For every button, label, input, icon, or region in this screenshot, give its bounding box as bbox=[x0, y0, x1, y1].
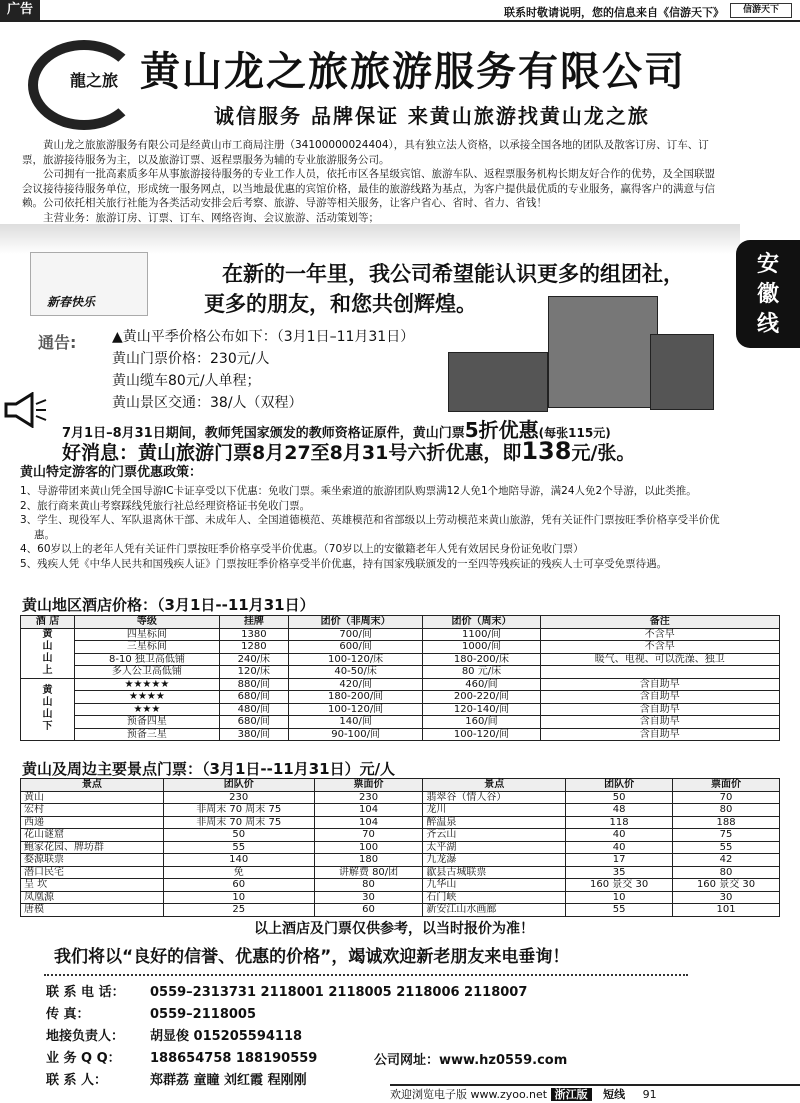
table-cell: 预备四星 bbox=[75, 716, 220, 729]
table-cell: ★★★ bbox=[75, 703, 220, 716]
table-cell: ★★★★★ bbox=[75, 678, 220, 691]
table-cell: 歙县古城联票 bbox=[423, 866, 566, 879]
table-cell: 40 bbox=[566, 829, 673, 842]
table-row bbox=[21, 728, 780, 741]
hotel-group-label bbox=[21, 678, 75, 741]
region-char: 安 bbox=[756, 252, 779, 277]
table-cell: 太平湖 bbox=[423, 841, 566, 854]
group-char: 上 bbox=[42, 665, 53, 676]
table-row bbox=[21, 641, 780, 654]
table-cell: 100 bbox=[314, 841, 423, 854]
group-char: 下 bbox=[42, 721, 53, 733]
table-cell: 60 bbox=[163, 879, 314, 892]
notice-line: 黄山门票价格：230元/人 bbox=[112, 351, 270, 367]
table-cell: 700/间 bbox=[288, 628, 423, 641]
contact-value: 188654758 188190559 bbox=[150, 1051, 318, 1066]
table-cell: 新安江山水画廊 bbox=[423, 904, 566, 917]
column-header: 团价（周末） bbox=[423, 616, 540, 629]
table-cell: 104 bbox=[314, 816, 423, 829]
table-cell: 230 bbox=[314, 791, 423, 804]
region-char: 线 bbox=[756, 312, 779, 337]
table-cell: 1000/间 bbox=[423, 641, 540, 654]
footer-browse: 欢迎浏览电子版 www.zyoo.net bbox=[390, 1088, 548, 1101]
column-header: 酒 店 bbox=[21, 616, 75, 629]
table-row bbox=[21, 841, 780, 854]
table-cell: 55 bbox=[566, 904, 673, 917]
table-cell: 翡翠谷（情人谷） bbox=[423, 791, 566, 804]
company-slogan: 诚信服务 品牌保证 来黄山旅游找黄山龙之旅 bbox=[214, 104, 650, 128]
hotel-heading: 黄山地区酒店价格：（3月1日--11月31日） bbox=[22, 596, 315, 614]
table-cell: 118 bbox=[566, 816, 673, 829]
table-cell: 齐云山 bbox=[423, 829, 566, 842]
good-news-price: 138 bbox=[521, 437, 572, 465]
column-header: 挂牌 bbox=[219, 616, 288, 629]
table-cell: 160 景交 30 bbox=[566, 879, 673, 892]
teacher-discount-rate: 5折优惠 bbox=[464, 418, 539, 442]
table-cell: 48 bbox=[566, 804, 673, 817]
column-header: 等级 bbox=[75, 616, 220, 629]
contact-value: 0559–2118005 bbox=[150, 1007, 256, 1022]
table-cell: 40 bbox=[566, 841, 673, 854]
ad-label: 广告 bbox=[0, 0, 40, 20]
column-header: 票面价 bbox=[673, 779, 780, 792]
table-cell: 黄山 bbox=[21, 791, 164, 804]
table-cell: 暖气、电视、可以洗澡、独卫 bbox=[540, 653, 780, 666]
table-cell: 讲解费 80/团 bbox=[314, 866, 423, 879]
table-cell: 600/间 bbox=[288, 641, 423, 654]
table-cell: 预备三星 bbox=[75, 728, 220, 741]
logo-text: 龍之旅 bbox=[70, 71, 119, 90]
disclaimer: 以上酒店及门票仅供参考，以当时报价为准！ bbox=[254, 921, 534, 937]
notice-list bbox=[112, 326, 414, 414]
company-name: 黄山龙之旅旅游服务有限公司 bbox=[140, 48, 686, 95]
table-cell: 188 bbox=[673, 816, 780, 829]
table-row bbox=[21, 666, 780, 679]
banner-line-1: 在新的一年里，我公司希望能认识更多的组团社， bbox=[222, 262, 684, 286]
decorative-divider bbox=[44, 966, 688, 976]
table-cell: 30 bbox=[673, 891, 780, 904]
table-cell: 非周末 70 周末 75 bbox=[163, 804, 314, 817]
intro-paragraph: 主营业务：旅游订房、订票、订车、网络咨询、会议旅游、活动策划等； bbox=[43, 211, 379, 224]
publication-logo: 信游天下 bbox=[730, 3, 792, 18]
table-row bbox=[21, 829, 780, 842]
good-news-text: 好消息：黄山旅游门票8月27至8月31号六折优惠，即 bbox=[62, 442, 522, 464]
table-cell: 免 bbox=[163, 866, 314, 879]
region-char: 徽 bbox=[756, 282, 779, 307]
table-cell: 醉温泉 bbox=[423, 816, 566, 829]
table-cell: 九龙瀑 bbox=[423, 854, 566, 867]
table-cell: 460/间 bbox=[423, 678, 540, 691]
table-cell: 160 景交 30 bbox=[673, 879, 780, 892]
source-note: 联系时敬请说明，您的信息来自《信游天下》 bbox=[504, 6, 724, 19]
table-cell: 婺源联票 bbox=[21, 854, 164, 867]
table-cell: 80 bbox=[673, 866, 780, 879]
table-cell: 潜口民宅 bbox=[21, 866, 164, 879]
table-cell: 880/间 bbox=[219, 678, 288, 691]
table-cell: 230 bbox=[163, 791, 314, 804]
table-cell: 不含早 bbox=[540, 628, 780, 641]
policy-list bbox=[20, 484, 730, 571]
table-row bbox=[21, 691, 780, 704]
contact-label: 传 真： bbox=[46, 1007, 90, 1022]
table-cell: ★★★★ bbox=[75, 691, 220, 704]
table-cell: 80 元/床 bbox=[423, 666, 540, 679]
ticket-price-table bbox=[20, 778, 780, 917]
table-cell: 含自助早 bbox=[540, 728, 780, 741]
table-cell: 10 bbox=[566, 891, 673, 904]
table-row bbox=[21, 804, 780, 817]
table-cell: 42 bbox=[673, 854, 780, 867]
table-cell: 多人公卫高低铺 bbox=[75, 666, 220, 679]
table-cell: 120/床 bbox=[219, 666, 288, 679]
group-char: 山 bbox=[42, 641, 53, 652]
table-cell: 三星标间 bbox=[75, 641, 220, 654]
megaphone-icon bbox=[2, 392, 48, 428]
mountain-backdrop bbox=[0, 224, 740, 254]
notice-line: ▲黄山平季价格公布如下：（3月1日–11月31日） bbox=[112, 329, 415, 345]
footer-section: 短线 bbox=[603, 1088, 626, 1101]
page-footer bbox=[390, 1084, 800, 1103]
table-cell: 17 bbox=[566, 854, 673, 867]
table-cell: 西递 bbox=[21, 816, 164, 829]
table-row bbox=[21, 891, 780, 904]
banner-line-2: 更多的朋友，和您共创辉煌。 bbox=[204, 292, 477, 316]
table-row bbox=[21, 879, 780, 892]
table-cell: 凤凰源 bbox=[21, 891, 164, 904]
contact-value: 0559–2313731 2118001 2118005 2118006 2118007 bbox=[150, 985, 528, 1000]
new-year-image bbox=[30, 252, 148, 316]
column-header: 票面价 bbox=[314, 779, 423, 792]
table-cell: 680/间 bbox=[219, 691, 288, 704]
spot-heading: 黄山及周边主要景点门票：（3月1日--11月31日）元/人 bbox=[22, 760, 396, 778]
table-cell: 380/间 bbox=[219, 728, 288, 741]
table-cell: 含自助早 bbox=[540, 678, 780, 691]
policy-item: 4、60岁以上的老年人凭有关证件门票按旺季价格享受半价优惠。（70岁以上的安徽籍老年人凭有效居民身份证免收门票） bbox=[20, 543, 584, 555]
contact-value: 胡显俊 015205594118 bbox=[150, 1029, 303, 1044]
table-cell: 100-120/间 bbox=[288, 703, 423, 716]
table-header-row bbox=[21, 616, 780, 629]
teacher-text: 7月1日–8月31日期间，教师凭国家颁发的教师资格证原件，黄山门票 bbox=[62, 426, 465, 441]
table-cell: 200-220/间 bbox=[423, 691, 540, 704]
policy-item: 2、旅行商来黄山考察踩线凭旅行社总经理资格证书免收门票。 bbox=[20, 499, 311, 512]
table-cell: 1280 bbox=[219, 641, 288, 654]
table-row bbox=[21, 653, 780, 666]
table-cell: 10 bbox=[163, 891, 314, 904]
table-cell: 101 bbox=[673, 904, 780, 917]
table-cell: 8-10 独卫高低铺 bbox=[75, 653, 220, 666]
column-header: 景点 bbox=[21, 779, 164, 792]
region-tab bbox=[736, 240, 800, 348]
company-website[interactable]: 公司网址：www.hz0559.com bbox=[374, 1053, 568, 1068]
table-cell: 120-140/间 bbox=[423, 703, 540, 716]
table-cell: 含自助早 bbox=[540, 716, 780, 729]
table-cell: 75 bbox=[673, 829, 780, 842]
table-row bbox=[21, 904, 780, 917]
table-cell: 50 bbox=[566, 791, 673, 804]
page-number: 91 bbox=[642, 1088, 657, 1101]
table-cell: 100-120/间 bbox=[423, 728, 540, 741]
new-year-text: 新春快乐 bbox=[47, 295, 96, 309]
table-cell: 35 bbox=[566, 866, 673, 879]
intro-paragraph: 黄山龙之旅旅游服务有限公司是经黄山市工商局注册（34100000024404），具有独立法人资格，以承接全国各地的团队及散客订房、订车、订票，旅游接待服务为主，以及旅游订票、返程票服务为辅的专业旅游服务公司。 bbox=[22, 139, 709, 166]
table-cell: 180 bbox=[314, 854, 423, 867]
table-cell: 100-120/床 bbox=[288, 653, 423, 666]
table-cell: 呈 坎 bbox=[21, 879, 164, 892]
table-row bbox=[21, 791, 780, 804]
table-cell: 石门峡 bbox=[423, 891, 566, 904]
table-cell: 50 bbox=[163, 829, 314, 842]
scenery-photo bbox=[548, 296, 658, 408]
table-cell: 420/间 bbox=[288, 678, 423, 691]
contact-value: 郑群荔 童瞳 刘红霞 程刚刚 bbox=[150, 1073, 307, 1088]
table-header-row bbox=[21, 779, 780, 792]
table-cell bbox=[540, 666, 780, 679]
table-cell: 180-200/间 bbox=[288, 691, 423, 704]
table-cell: 60 bbox=[314, 904, 423, 917]
table-cell: 480/间 bbox=[219, 703, 288, 716]
table-row bbox=[21, 866, 780, 879]
group-char: 黄 bbox=[42, 629, 53, 640]
column-header: 团价（非周末） bbox=[288, 616, 423, 629]
table-cell: 55 bbox=[163, 841, 314, 854]
contact-row bbox=[46, 1026, 527, 1048]
policy-item: 3、学生、现役军人、军队退离休干部、未成年人、全国道德模范、英雄模范和省部级以上劳动模范来黄山旅游，凭有关证件门票按旺季价格享受半价优惠。 bbox=[20, 514, 720, 541]
scenery-photo bbox=[650, 334, 714, 410]
column-header: 备注 bbox=[540, 616, 780, 629]
table-cell: 240/床 bbox=[219, 653, 288, 666]
contact-label: 地接负责人： bbox=[46, 1029, 125, 1044]
table-row bbox=[21, 716, 780, 729]
table-cell: 龙川 bbox=[423, 804, 566, 817]
table-cell: 70 bbox=[673, 791, 780, 804]
table-cell: 70 bbox=[314, 829, 423, 842]
table-cell: 25 bbox=[163, 904, 314, 917]
table-cell: 160/间 bbox=[423, 716, 540, 729]
hotel-price-table bbox=[20, 615, 780, 741]
table-cell: 55 bbox=[673, 841, 780, 854]
table-cell: 唐模 bbox=[21, 904, 164, 917]
tagline: 我们将以“良好的信誉、优惠的价格”，竭诚欢迎新老朋友来电垂询！ bbox=[54, 947, 570, 967]
policy-item: 1、导游带团来黄山凭全国导游IC卡证享受以下优惠：免收门票。乘坐索道的旅游团队购票满12人免1个地陪导游，满24人免2个导游，以此类推。 bbox=[20, 485, 697, 497]
table-cell: 30 bbox=[314, 891, 423, 904]
teacher-price: (每张115元) bbox=[538, 426, 611, 440]
table-cell: 680/间 bbox=[219, 716, 288, 729]
notice-line: 黄山缆车80元/人单程； bbox=[112, 373, 261, 389]
table-cell: 104 bbox=[314, 804, 423, 817]
notice-label: 通告: bbox=[38, 333, 77, 352]
table-row bbox=[21, 854, 780, 867]
policy-heading: 黄山特定游客的门票优惠政策： bbox=[20, 465, 203, 480]
table-cell: 80 bbox=[314, 879, 423, 892]
table-cell: 90-100/间 bbox=[288, 728, 423, 741]
notice-line: 黄山景区交通：38/人（双程） bbox=[112, 395, 303, 411]
contact-row bbox=[46, 1004, 527, 1026]
table-cell: 四星标间 bbox=[75, 628, 220, 641]
table-cell: 含自助早 bbox=[540, 691, 780, 704]
intro-paragraph: 公司拥有一批高素质多年从事旅游接待服务的专业工作人员，依托市区各星级宾馆、旅游车队、返程票服务机构长期友好合作的优势，及全国联盟会议接待接待服务单位，形成统一服务网点，以当地最优惠的宾馆价格，最佳的旅游线路为基点，为客户提供最优质的专业服务，赢得客户的满意与信赖。公司依托相关旅行社能为各类活动安排会后考察、旅游、导游等相关服务，让客户省心、省时、省力、省钱！ bbox=[22, 168, 715, 209]
table-row bbox=[21, 678, 780, 691]
table-cell: 80 bbox=[673, 804, 780, 817]
table-cell: 180-200/床 bbox=[423, 653, 540, 666]
table-cell: 鲍家花园、牌坊群 bbox=[21, 841, 164, 854]
footer-region: 浙江版 bbox=[551, 1088, 592, 1101]
table-row bbox=[21, 703, 780, 716]
table-row bbox=[21, 628, 780, 641]
table-cell: 非周末 70 周末 75 bbox=[163, 816, 314, 829]
group-char: 黄 bbox=[42, 685, 53, 697]
table-cell: 140/间 bbox=[288, 716, 423, 729]
table-cell: 1100/间 bbox=[423, 628, 540, 641]
table-row bbox=[21, 816, 780, 829]
contact-list bbox=[46, 982, 527, 1092]
hotel-group-label bbox=[21, 628, 75, 678]
contact-label: 联 系 电 话： bbox=[46, 985, 125, 1000]
table-cell: 九华山 bbox=[423, 879, 566, 892]
contact-label: 联 系 人： bbox=[46, 1073, 108, 1088]
group-char: 山 bbox=[42, 697, 53, 709]
table-cell: 含自助早 bbox=[540, 703, 780, 716]
table-cell: 140 bbox=[163, 854, 314, 867]
table-cell: 1380 bbox=[219, 628, 288, 641]
good-news-tail: 元/张。 bbox=[571, 442, 636, 464]
contact-row bbox=[46, 982, 527, 1004]
column-header: 景点 bbox=[423, 779, 566, 792]
table-cell: 不含早 bbox=[540, 641, 780, 654]
scenery-photo bbox=[448, 352, 548, 412]
table-cell: 花山谜窟 bbox=[21, 829, 164, 842]
table-cell: 宏村 bbox=[21, 804, 164, 817]
column-header: 团队价 bbox=[163, 779, 314, 792]
table-cell: 40-50/床 bbox=[288, 666, 423, 679]
contact-label: 业 务 Q Q： bbox=[46, 1051, 121, 1066]
group-char: 山 bbox=[42, 653, 53, 664]
column-header: 团队价 bbox=[566, 779, 673, 792]
policy-item: 5、残疾人凭《中华人民共和国残疾人证》门票按旺季价格享受半价优惠，持有国家残联颁发的一至四等残疾证的残疾人士可享受免票待遇。 bbox=[20, 557, 668, 570]
group-char: 山 bbox=[42, 709, 53, 721]
